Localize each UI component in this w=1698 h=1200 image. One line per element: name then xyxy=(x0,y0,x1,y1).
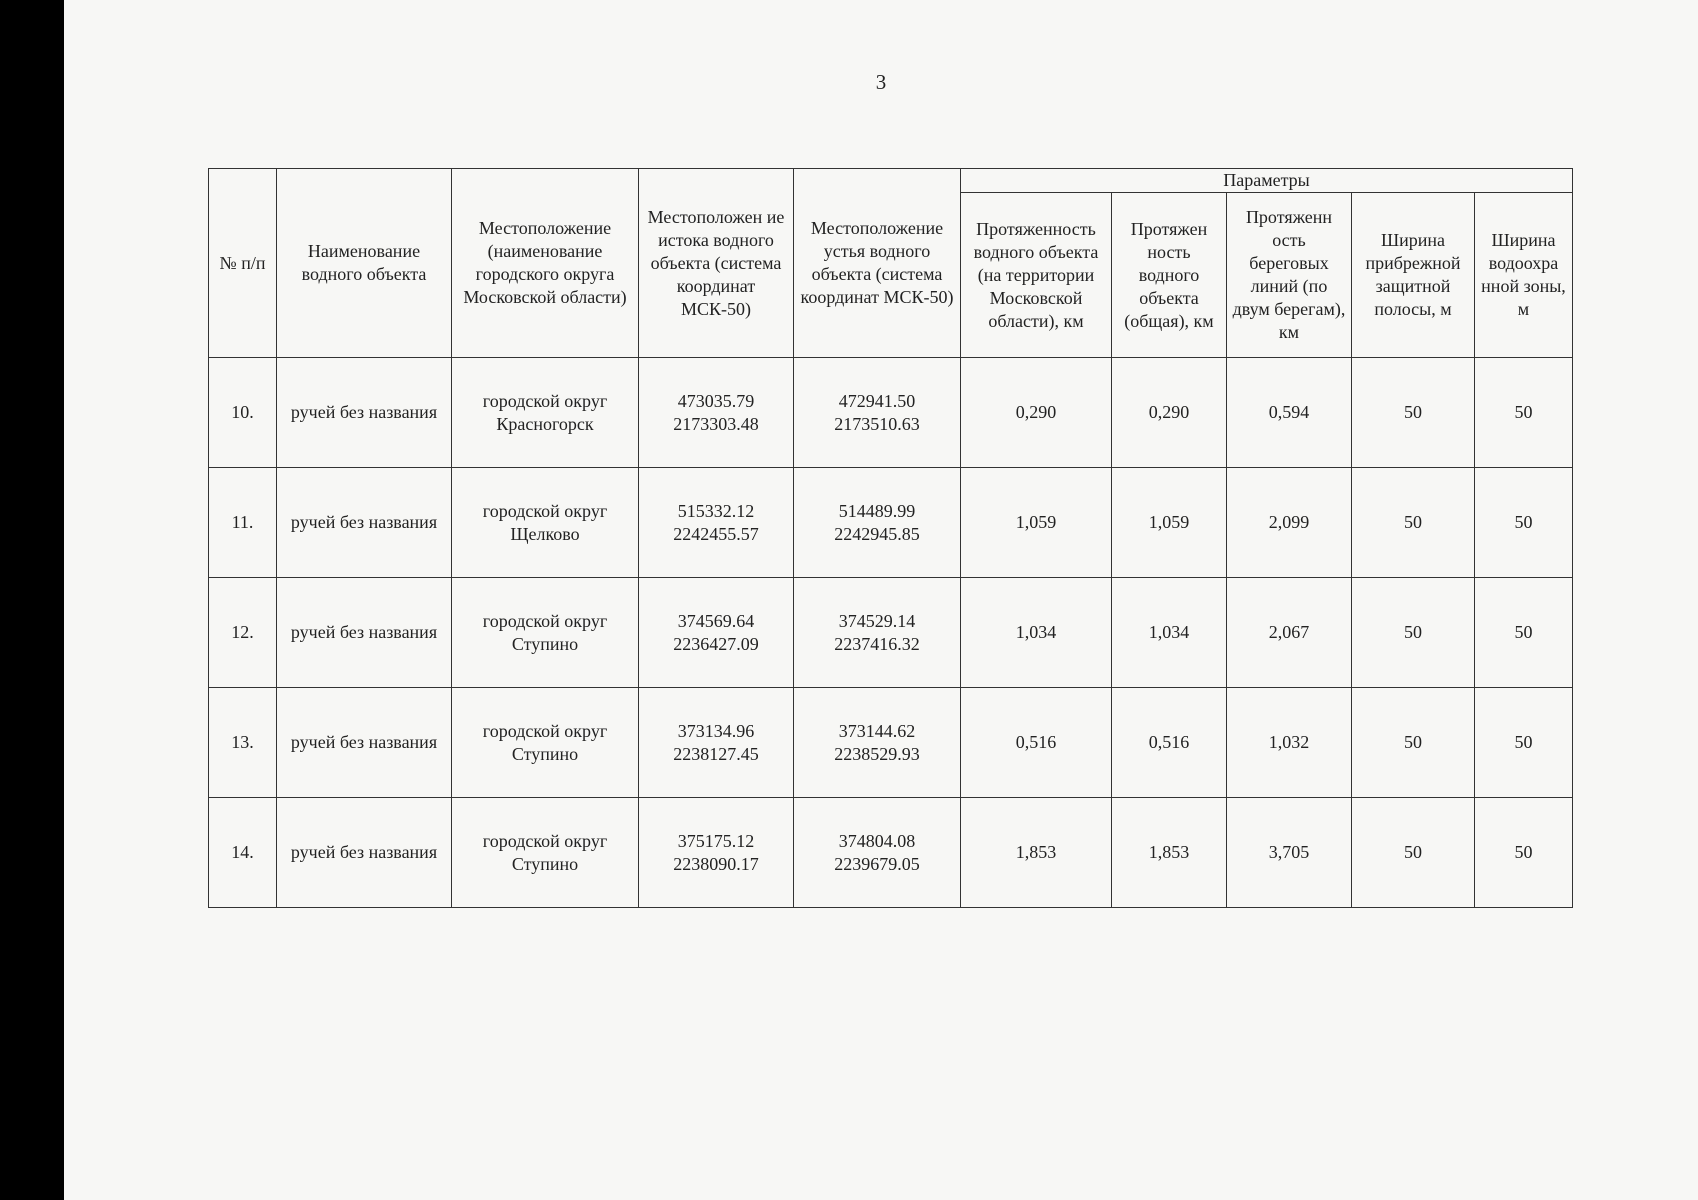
mouth-coords xyxy=(794,578,961,688)
object-location: городской округ Ступино xyxy=(452,798,639,908)
strip-width: 50 xyxy=(1352,688,1475,798)
object-location: городской округ Ступино xyxy=(452,688,639,798)
length-total: 0,516 xyxy=(1112,688,1227,798)
header-params: Параметры xyxy=(961,169,1573,193)
source-x: 515332.12 xyxy=(677,500,755,521)
table-row xyxy=(209,358,1573,468)
shore-length: 2,099 xyxy=(1227,468,1352,578)
mouth-y: 2173510.63 xyxy=(834,413,920,434)
length-total: 1,034 xyxy=(1112,578,1227,688)
length-total: 0,290 xyxy=(1112,358,1227,468)
page-number: 3 xyxy=(875,70,887,94)
shore-length: 1,032 xyxy=(1227,688,1352,798)
length-mo: 1,034 xyxy=(961,578,1112,688)
mouth-x: 374804.08 xyxy=(838,830,916,851)
strip-width: 50 xyxy=(1352,798,1475,908)
object-name: ручей без названия xyxy=(277,578,452,688)
source-y: 2242455.57 xyxy=(673,523,759,544)
row-number: 13. xyxy=(209,688,277,798)
source-x: 473035.79 xyxy=(677,390,755,411)
table-row xyxy=(209,468,1573,578)
length-mo: 1,059 xyxy=(961,468,1112,578)
zone-width: 50 xyxy=(1475,578,1573,688)
mouth-coords xyxy=(794,798,961,908)
zone-width: 50 xyxy=(1475,688,1573,798)
object-location: городской округ Щелково xyxy=(452,468,639,578)
mouth-y: 2237416.32 xyxy=(834,633,920,654)
mouth-y: 2239679.05 xyxy=(834,853,920,874)
mouth-y: 2238529.93 xyxy=(834,743,920,764)
source-coords xyxy=(639,798,794,908)
table-row xyxy=(209,578,1573,688)
source-y: 2238090.17 xyxy=(673,853,759,874)
shore-length: 0,594 xyxy=(1227,358,1352,468)
row-number: 10. xyxy=(209,358,277,468)
shore-length: 2,067 xyxy=(1227,578,1352,688)
table-row xyxy=(209,798,1573,908)
mouth-coords xyxy=(794,468,961,578)
strip-width: 50 xyxy=(1352,578,1475,688)
source-y: 2173303.48 xyxy=(673,413,759,434)
header-shore: Протяженн ость береговых линий (по двум берегам), км xyxy=(1227,193,1352,358)
header-strip: Ширина прибрежной защитной полосы, м xyxy=(1352,193,1475,358)
length-mo: 0,290 xyxy=(961,358,1112,468)
shore-length: 3,705 xyxy=(1227,798,1352,908)
object-name: ручей без названия xyxy=(277,798,452,908)
mouth-coords xyxy=(794,688,961,798)
source-coords xyxy=(639,468,794,578)
mouth-y: 2242945.85 xyxy=(834,523,920,544)
source-y: 2238127.45 xyxy=(673,743,759,764)
source-x: 374569.64 xyxy=(677,610,755,631)
object-location: городской округ Ступино xyxy=(452,578,639,688)
scan-left-border xyxy=(0,0,64,1200)
object-name: ручей без названия xyxy=(277,358,452,468)
header-name: Наименование водного объекта xyxy=(277,169,452,358)
row-number: 11. xyxy=(209,468,277,578)
header-source: Местоположен ие истока водного объекта (система координат МСК-50) xyxy=(639,169,794,358)
length-total: 1,059 xyxy=(1112,468,1227,578)
strip-width: 50 xyxy=(1352,358,1475,468)
length-total: 1,853 xyxy=(1112,798,1227,908)
header-location: Местоположение (наименование городского округа Московской области) xyxy=(452,169,639,358)
header-length-total: Протяжен ность водного объекта (общая), км xyxy=(1112,193,1227,358)
row-number: 14. xyxy=(209,798,277,908)
zone-width: 50 xyxy=(1475,358,1573,468)
mouth-x: 514489.99 xyxy=(838,500,916,521)
zone-width: 50 xyxy=(1475,798,1573,908)
mouth-x: 373144.62 xyxy=(838,720,916,741)
source-x: 373134.96 xyxy=(677,720,755,741)
strip-width: 50 xyxy=(1352,468,1475,578)
table-row xyxy=(209,688,1573,798)
header-num: № п/п xyxy=(209,169,277,358)
source-x: 375175.12 xyxy=(677,830,755,851)
object-name: ручей без названия xyxy=(277,468,452,578)
length-mo: 1,853 xyxy=(961,798,1112,908)
source-coords xyxy=(639,358,794,468)
length-mo: 0,516 xyxy=(961,688,1112,798)
row-number: 12. xyxy=(209,578,277,688)
header-mouth: Местоположение устья водного объекта (система координат МСК-50) xyxy=(794,169,961,358)
water-objects-table xyxy=(208,168,1573,908)
mouth-coords xyxy=(794,358,961,468)
source-coords xyxy=(639,688,794,798)
source-y: 2236427.09 xyxy=(673,633,759,654)
mouth-x: 472941.50 xyxy=(838,390,916,411)
mouth-x: 374529.14 xyxy=(838,610,916,631)
zone-width: 50 xyxy=(1475,468,1573,578)
source-coords xyxy=(639,578,794,688)
header-length-mo: Протяженность водного объекта (на территории Московской области), км xyxy=(961,193,1112,358)
object-name: ручей без названия xyxy=(277,688,452,798)
header-zone: Ширина водоохра нной зоны, м xyxy=(1475,193,1573,358)
object-location: городской округ Красногорск xyxy=(452,358,639,468)
